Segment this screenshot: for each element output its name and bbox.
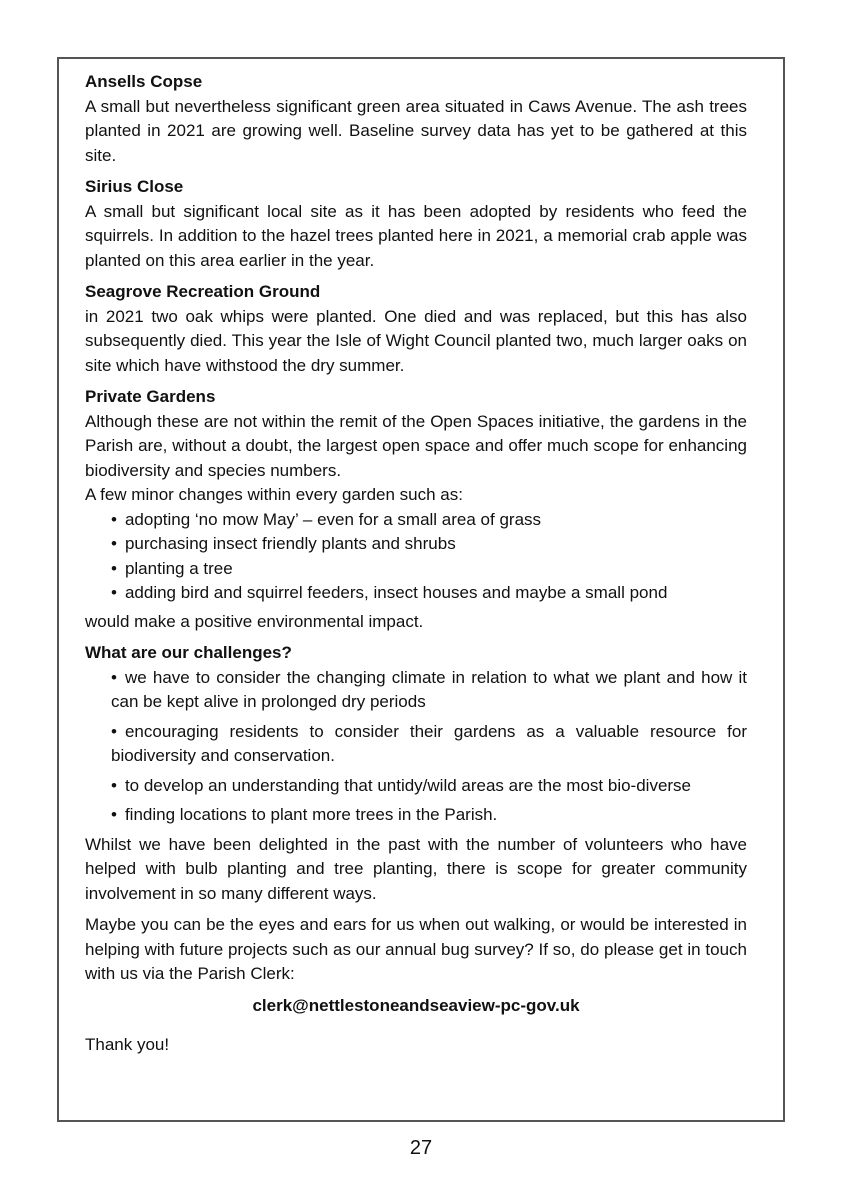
list-item <box>85 774 747 799</box>
section-body-sirius-close: A small but significant local site as it has been adopted by residents who feed the squirrels. In addition to the hazel trees planted here in 2021, a memorial crab apple was planted on this area earlier in the year. <box>85 201 747 270</box>
section-heading-sirius-close: Sirius Close <box>85 177 184 196</box>
list-item <box>85 666 747 715</box>
list-item-text: purchasing insect friendly plants and shrubs <box>124 534 456 553</box>
section-heading-seagrove-recreation-ground: Seagrove Recreation Ground <box>85 282 321 301</box>
bullet-icon: • <box>111 805 117 824</box>
bullet-icon: • <box>111 509 117 529</box>
section-heading-private-gardens: Private Gardens <box>85 387 216 406</box>
bullet-icon: • <box>111 667 117 687</box>
list-item-text: adopting ‘no mow May’ – even for a small area of grass <box>124 509 542 529</box>
section-heading-challenges: What are our challenges? <box>85 643 292 662</box>
list-item-text: encouraging residents to consider their gardens as a valuable resource for biodiversity and conservation. <box>111 721 747 765</box>
bullet-icon: • <box>111 775 117 795</box>
private-gardens-bullet-list <box>85 508 747 606</box>
list-item <box>85 532 747 557</box>
thank-you-text: Thank you! <box>85 1035 170 1054</box>
page-number: 27 <box>409 1137 433 1159</box>
list-item <box>85 508 747 533</box>
section-body-seagrove-recreation-ground: in 2021 two oak whips were planted. One died and was replaced, but this has also subsequently died. This year the Isle of Wight Council planted two, much larger oaks on site which have withstood the dry summer. <box>85 306 747 375</box>
bullet-icon: • <box>111 558 117 578</box>
bullet-icon: • <box>111 534 117 553</box>
private-gardens-outro: would make a positive environmental impact. <box>85 611 424 631</box>
bullet-icon: • <box>111 721 117 741</box>
closing-paragraph-contact: Maybe you can be the eyes and ears for us when out walking, or would be interested in helping with future projects such as our annual bug survey? If so, do please get in touch with us via the Parish Clerk: <box>85 915 747 983</box>
list-item-text: we have to consider the changing climate in relation to what we plant and how it can be kept alive in prolonged dry periods <box>111 667 747 711</box>
private-gardens-intro: A few minor changes within every garden such as: <box>85 485 463 504</box>
closing-paragraph-volunteers: Whilst we have been delighted in the past with the number of volunteers who have helped with bulb planting and tree planting, there is scope for greater community involvement in so many different ways. <box>85 834 747 903</box>
list-item-text: planting a tree <box>124 558 233 578</box>
list-item <box>85 557 747 582</box>
list-item-text: adding bird and squirrel feeders, insect houses and maybe a small pond <box>124 583 668 602</box>
section-heading-ansells-copse: Ansells Copse <box>85 72 203 91</box>
section-body-ansells-copse: A small but nevertheless significant green area situated in Caws Avenue. The ash trees planted in 2021 are growing well. Baseline survey data has yet to be gathered at this site. <box>85 96 747 165</box>
parish-clerk-email: clerk@nettlestoneandseaview-pc-gov.uk <box>252 995 580 1015</box>
list-item <box>85 581 747 606</box>
list-item-text: to develop an understanding that untidy/wild areas are the most bio-diverse <box>124 775 692 795</box>
content-box <box>57 57 785 1122</box>
challenges-bullet-list <box>85 666 747 828</box>
section-body-private-gardens: Although these are not within the remit of the Open Spaces initiative, the gardens in the Parish are, without a doubt, the largest open space and offer much scope for enhancing biodiversity and species numbers. <box>85 411 747 480</box>
bullet-icon: • <box>111 583 117 602</box>
list-item-text: finding locations to plant more trees in the Parish. <box>124 805 498 824</box>
list-item <box>85 803 747 828</box>
list-item <box>85 720 747 769</box>
